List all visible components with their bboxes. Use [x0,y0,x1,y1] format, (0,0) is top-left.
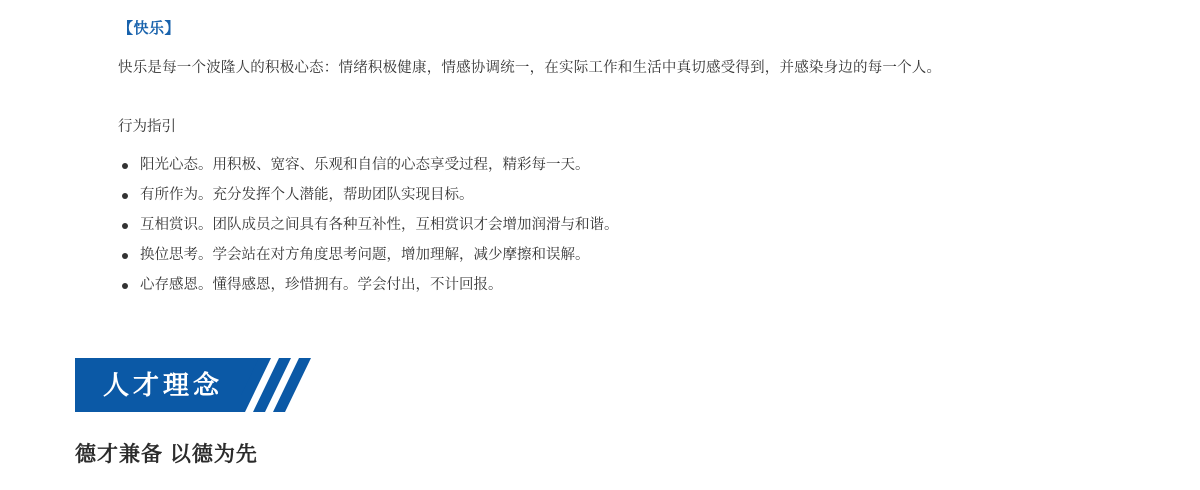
banner-slashes-decoration [241,358,321,412]
talent-subtitle: 德才兼备 以德为先 [75,443,258,466]
list-item: 换位思考。学会站在对方角度思考问题，增加理解，减少摩擦和误解。 [118,240,1018,270]
behavior-guide-list [118,150,1018,300]
list-item: 阳光心态。用积极、宽容、乐观和自信的心态享受过程，精彩每一天。 [118,150,1018,180]
list-item: 心存感恩。懂得感恩，珍惜拥有。学会付出，不计回报。 [118,270,1018,300]
happiness-section [118,18,1018,300]
behavior-guide-label: 行为指引 [118,119,176,135]
list-item: 有所作为。充分发挥个人潜能，帮助团队实现目标。 [118,180,1018,210]
talent-banner [75,358,321,412]
list-item: 互相赏识。团队成员之间具有各种互补性，互相赏识才会增加润滑与和谐。 [118,210,1018,240]
talent-banner-title: 人才理念 [103,370,224,400]
happiness-paragraph: 快乐是每一个波隆人的积极心态：情绪积极健康，情感协调统一，在实际工作和生活中真切感受得到，并感染身边的每一个人。 [118,60,942,76]
section-title-happiness: 【快乐】 [118,20,181,37]
talent-banner-block [75,358,241,412]
